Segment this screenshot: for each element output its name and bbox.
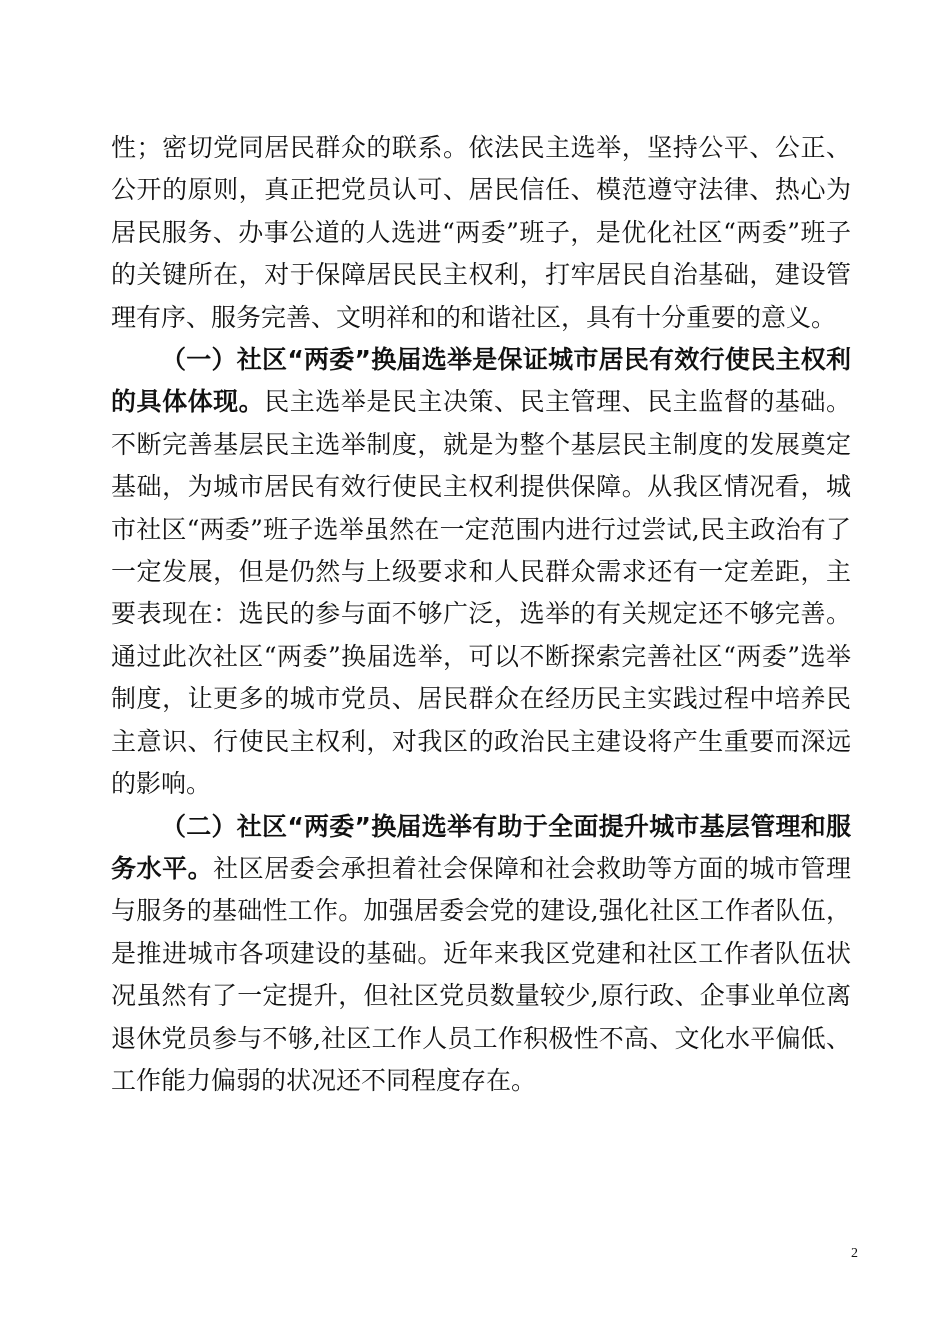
paragraph-text: 民主选举是民主决策、民主管理、民主监督的基础。不断完善基层民主选举制度，就是为整个基层民主制度的发展奠定基础，为城市居民有效行使民主权利提供保障。从我区情况看，城市社区“两委”班子选举虽然在一定范围内进行过尝试,民主政治有了一定发展，但是仍然与上级要求和人民群众需求还有一定差距，主要表现在：选民的参与面不够广泛，选举的有关规定还不够完善。通过此次社区“两委”换届选举，可以不断探索完善社区“两委”选举制度，让更多的城市党员、居民群众在经历民主实践过程中培养民主意识、行使民主权利，对我区的政治民主建设将产生重要而深远的影响。 [111,387,851,799]
paragraph-text: 性；密切党同居民群众的联系。依法民主选举，坚持公平、公正、公开的原则，真正把党员认可、居民信任、模范遵守法律、热心为居民服务、办事公道的人选进“两委”班子，是优化社区“两委”班子的关键所在，对于保障居民民主权利，打牢居民自治基础，建设管理有序、服务完善、文明祥和的和谐社区，具有十分重要的意义。 [111,133,851,332]
section-heading: （一）社区“两委”换届选举是保证城市居民有效行使民主权利的具体体现。 [111,345,851,417]
page-number: 2 [851,1246,858,1261]
paragraph-section-2 [111,806,851,1103]
paragraph-text: 社区居委会承担着社会保障和社会救助等方面的城市管理与服务的基础性工作。加强居委会党的建设,强化社区工作者队伍，是推进城市各项建设的基础。近年来我区党建和社区工作者队伍状况虽然有了一定提升，但社区党员数量较少,原行政、企事业单位离退休党员参与不够,社区工作人员工作积极性不高、文化水平偏低、工作能力偏弱的状况还不同程度存在。 [111,853,851,1095]
body-text [111,127,851,1102]
section-heading: （二）社区“两委”换届选举有助于全面提升城市基层管理和服务水平。 [111,811,851,883]
paragraph-continuation [111,127,851,339]
paragraph-section-1 [111,339,851,805]
